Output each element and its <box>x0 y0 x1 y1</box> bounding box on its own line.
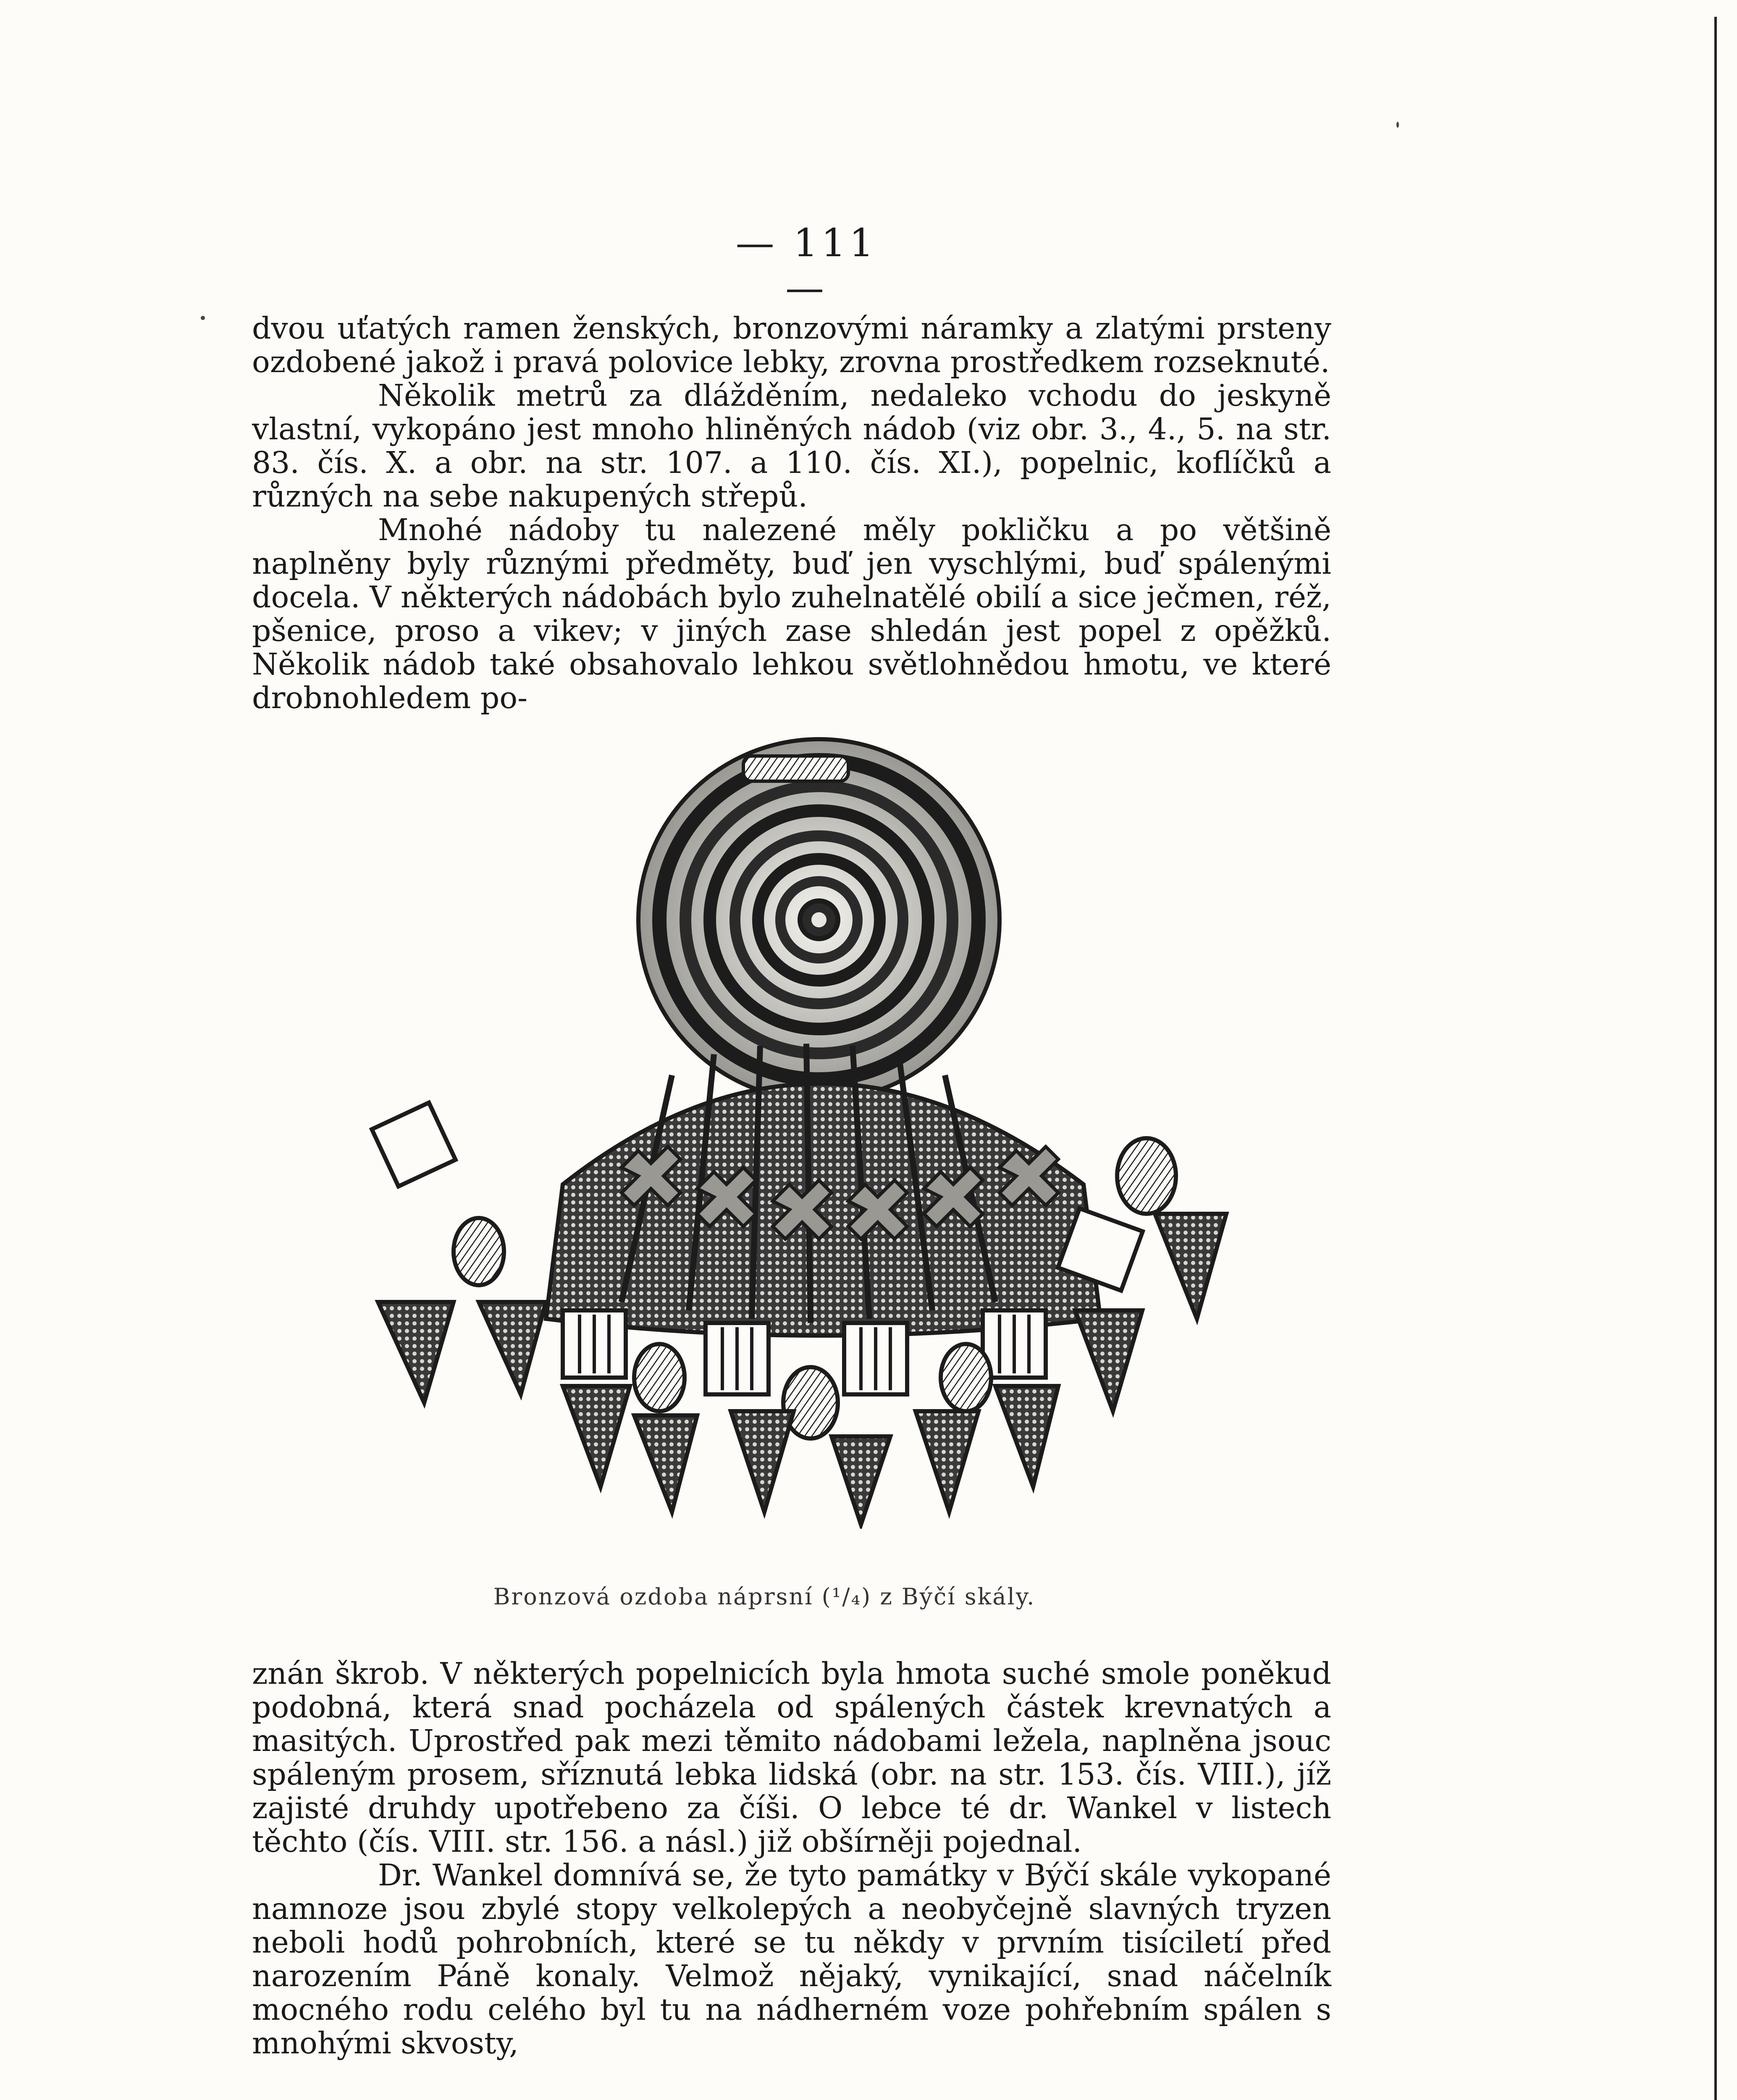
paragraph-5: Dr. Wankel domnívá se, že tyto památky v Býčí skále vykopané namnoze jsou zbylé stopy velkolepých a neobyčejně slavných tryzen neboli hodů pohrobních, které se tu někdy v prvním tisíciletí před narozením Páně konaly. Velmož nějaký, vynikající, snad náčelník mocného rodu celého byl tu na nádherném voze pohřebním spálen s mnohými skvosty, <box>252 1858 1331 2061</box>
bottom-text-block <box>252 1657 1331 2060</box>
ink-speck <box>1396 122 1399 128</box>
paragraph-2: Několik metrů za dlážděním, nedaleko vchodu do jeskyně vlastní, vykopáno jest mnoho hliněných nádob (viz obr. 3., 4., 5. na str. 83. čís. X. a obr. na str. 107. a 110. čís. XI.), popelnic, koflíčků a různých na sebe nakupených střepů. <box>252 378 1331 514</box>
paragraph-3: Mnohé nádoby tu nalezené měly pokličku a po většině naplněny byly různými předměty, buď jen vyschlými, buď spálenými docela. V některých nádobách bylo zuhelnatělé obilí a sice ječmen, réž, pšenice, proso a vikev; v jiných zase shledán jest popel z opěžků. Několik nádob také obsahovalo lehkou světlohnědou hmotu, ve které drobnohledem po- <box>252 512 1331 715</box>
paragraph-4: znán škrob. V některých popelnicích byla hmota suché smole poněkud podobná, která snad pocházela od spálených částek krevnatých a masitých. Uprostřed pak mezi těmito nádobami ležela, naplněna jsouc spáleným prosem, sříznutá lebka lidská (obr. na str. 153. čís. VIII.), jíž zajisté druhdy upotřebeno za číši. O lebce té dr. Wankel v listech těchto (čís. VIII. str. 156. a násl.) již obšírněji pojednal. <box>252 1656 1331 1859</box>
bronze-ornament-illustration <box>328 722 1327 1529</box>
figure-caption: Bronzová ozdoba náprsní (¹/₄) z Býčí skály. <box>493 1583 1036 1610</box>
paragraph-1: dvou uťatých ramen ženských, bronzovými náramky a zlatými prsteny ozdobené jakož i pravá polovice lebky, zrovna prostředkem rozseknuté. <box>252 311 1331 379</box>
top-text-block <box>252 312 1331 715</box>
ink-speck <box>201 316 205 320</box>
page-number: — 111 — <box>735 220 877 310</box>
page-edge-shadow <box>1714 17 1717 2100</box>
spiral-disc <box>638 739 1000 1100</box>
